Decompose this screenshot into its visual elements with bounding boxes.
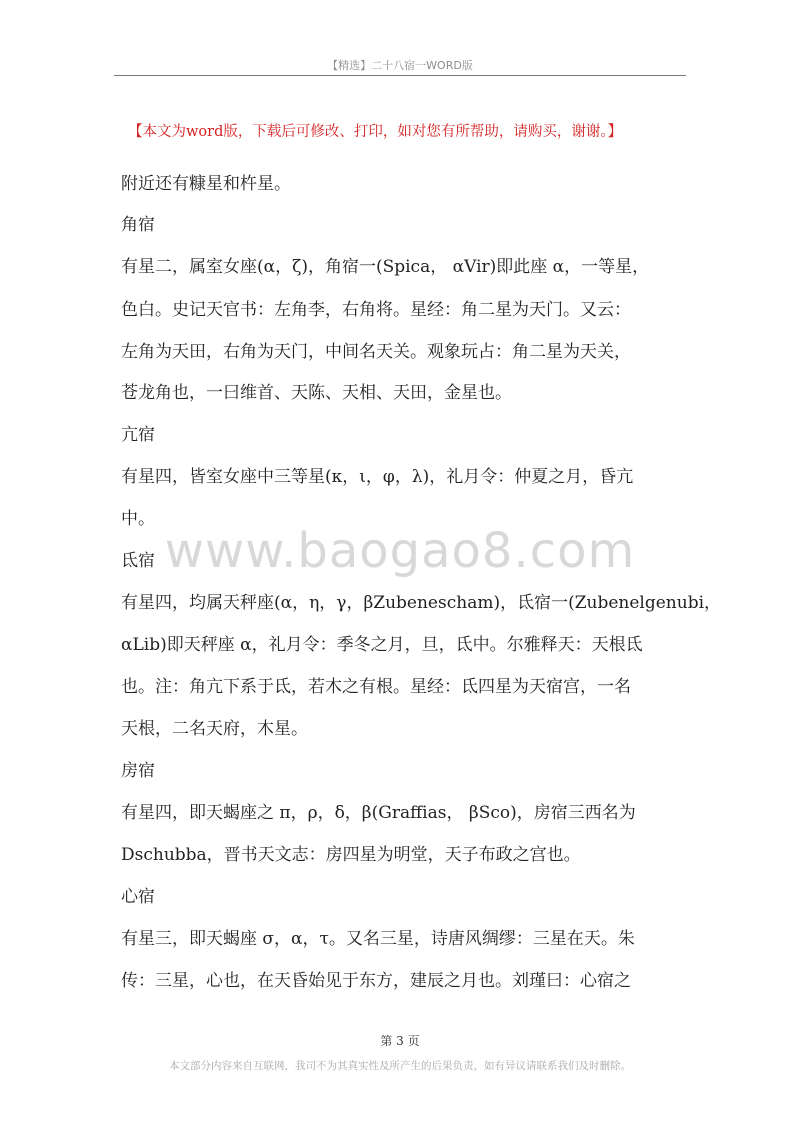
footer-disclaimer: 本文部分内容来自互联网，我司不为其真实性及所产生的后果负责，如有异议请联系我们及时删除。 <box>169 1060 631 1072</box>
body-line: 附近还有糠星和杵星。 <box>121 174 291 194</box>
watermark: www.baogao8.com <box>164 523 636 579</box>
body-line: 色白。史记天官书：左角李，右角将。星经：角二星为天门。又云： <box>121 300 631 320</box>
section-heading-kang: 亢宿 <box>121 425 155 445</box>
body-line: 有星四，即天蝎座之 π，ρ，δ，β(Graffias， βSco)，房宿三西名为 <box>121 803 636 823</box>
body-line: Dschubba，晋书天文志：房四星为明堂，天子布政之宫也。 <box>121 845 581 865</box>
header-rule <box>114 75 686 76</box>
purchase-notice: 【本文为word版，下载后可修改、打印，如对您有所帮助，请购买，谢谢。】 <box>128 124 623 140</box>
body-line: 有星四，皆室女座中三等星(κ，ι，φ，λ)，礼月令：仲夏之月，昏亢 <box>121 467 634 487</box>
body-line: 天根，二名天府，木星。 <box>121 719 308 739</box>
body-line: 中。 <box>121 509 155 529</box>
section-heading-di: 氐宿 <box>121 551 155 571</box>
body-line: 有星二，属室女座(α，ζ)，角宿一(Spica， αVir)即此座 α，一等星， <box>121 257 650 277</box>
body-line: 传：三星，心也，在天昏始见于东方，建辰之月也。刘瑾曰：心宿之 <box>121 971 631 991</box>
body-line: 苍龙角也，一曰维首、天陈、天相、天田，金星也。 <box>121 383 512 403</box>
header-title: 【精选】二十八宿一WORD版 <box>327 59 473 72</box>
body-line: 左角为天田，右角为天门，中间名天关。观象玩占：角二星为天关， <box>121 342 631 362</box>
body-line: 有星三，即天蝎座 σ，α，τ。又名三星，诗唐风绸缪：三星在天。朱 <box>121 929 635 949</box>
section-heading-fang: 房宿 <box>121 761 155 781</box>
page-number: 第 3 页 <box>380 1034 420 1048</box>
body-line: αLib)即天秤座 α，礼月令：季冬之月，旦，氐中。尔雅释天：天根氐 <box>121 635 643 655</box>
body-line: 也。注：角亢下系于氐，若木之有根。星经：氐四星为天宿宫，一名 <box>121 677 631 697</box>
body-line: 有星四，均属天秤座(α，η，γ，βZubenescham)，氐宿一(Zubenelgenubi， <box>121 593 722 613</box>
section-heading-xin: 心宿 <box>121 887 155 907</box>
section-heading-jiao: 角宿 <box>121 215 155 235</box>
